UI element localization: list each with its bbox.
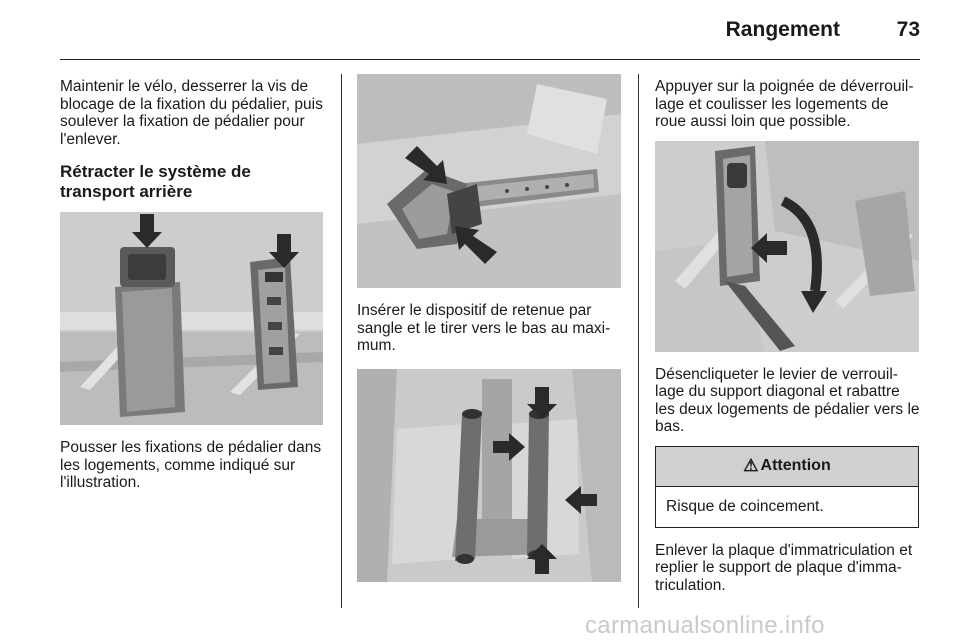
- instruction-text: Enlever la plaque d'immatriculation et replier le support de plaque d'imma-triculation.: [655, 541, 913, 594]
- column-1: [60, 78, 326, 492]
- column-divider: [341, 74, 342, 608]
- watermark: carmanualsonline.info: [585, 612, 825, 639]
- column-2: [357, 74, 623, 582]
- illustration-release-handle: [655, 141, 919, 352]
- page-number: 73: [896, 18, 920, 41]
- section-heading: Rétracter le système de transport arrière: [60, 162, 251, 201]
- attention-header: [656, 447, 918, 487]
- illustration-strap-retainer: [357, 74, 621, 288]
- instruction-text: Maintenir le vélo, desserrer la vis de blocage de la fixation du pédalier, puis soulever la fixation de pédalier pour l'enlever.: [60, 78, 323, 148]
- figure-caption: Pousser les fixations de pédalier dans les logements, comme indiqué sur l'illustration.: [60, 439, 322, 491]
- figure-caption: Insérer le dispositif de retenue par sangle et le tirer vers le bas au maxi-mum.: [357, 302, 611, 354]
- column-3: [655, 78, 921, 594]
- section-title: Rangement: [725, 18, 840, 41]
- instruction-text: Appuyer sur la poignée de déverrouil-lage et coulisser les logements de roue aussi loin que possible.: [655, 78, 914, 130]
- attention-title: Attention: [760, 457, 831, 475]
- attention-text: Risque de coincement.: [666, 497, 824, 515]
- figure-caption: Désencliqueter le levier de verrouil-lage du support diagonal et rabattre les deux logements de pédalier vers le bas.: [655, 365, 920, 435]
- illustration-pedal-mounts: [60, 212, 323, 425]
- column-divider: [638, 74, 639, 608]
- page-header: [60, 0, 920, 60]
- warning-triangle-icon: ⚠: [743, 456, 759, 476]
- illustration-folded-system: [357, 369, 621, 582]
- attention-box: [655, 446, 919, 528]
